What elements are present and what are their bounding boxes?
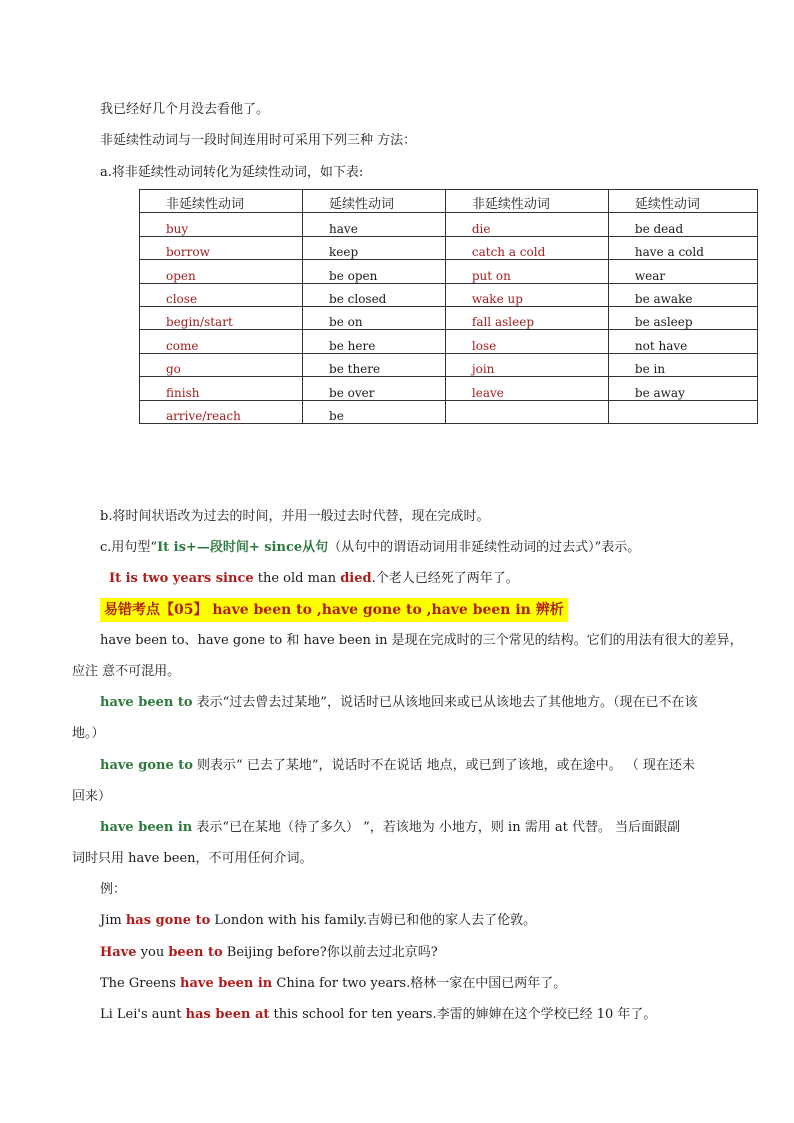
table-cell: be	[303, 400, 446, 423]
method-c-example	[109, 570, 519, 588]
table-row	[140, 236, 758, 259]
example-2-d: Beijing before?你以前去过北京吗?	[222, 945, 438, 960]
header-cell: 延续性动词	[303, 190, 446, 213]
para-3-text: 则表示“ 已去了某地”，说话时不在说话 地点，或已到了该地，或在途中。 （ 现在还未	[192, 758, 695, 773]
method-c-suffix: （从句中的谓语动词用非延续性动词的过去式）”表示。	[328, 540, 641, 555]
term-have-been-to: have been to	[100, 695, 193, 710]
example-label: 例：	[100, 882, 127, 897]
table-cell: be dead	[608, 213, 757, 236]
table-cell	[608, 400, 757, 423]
table-cell: be in	[608, 353, 757, 376]
table-cell: begin/start	[140, 306, 303, 329]
method-c-pattern: It is+—段时间+ since从句	[157, 540, 329, 555]
para-3-line-2: 回来）	[72, 789, 112, 804]
intro-line-2: 非延续性动词与一段时间连用时可采用下列三种 方法：	[100, 133, 417, 148]
section-heading: 易错考点【05】 have been to ,have gone to ,have been in 辨析	[100, 598, 568, 622]
para-2-line-1	[100, 694, 697, 712]
table-row	[140, 400, 758, 423]
table-cell: not have	[608, 330, 757, 353]
table-cell: be open	[303, 260, 446, 283]
para-4-line-1	[100, 819, 680, 837]
example-1-c: London with his family.吉姆已和他的家人去了伦敦。	[210, 913, 537, 928]
table-cell: come	[140, 330, 303, 353]
para-4-text: 表示“已在某地（待了多久） ”，若该地为 小地方，则 in 需用 at 代替。 当后面跟副	[192, 820, 681, 835]
table-cell: wear	[608, 260, 757, 283]
table-row	[140, 283, 758, 306]
example-4	[100, 1006, 656, 1024]
table-cell: be asleep	[608, 306, 757, 329]
table-cell: have a cold	[608, 236, 757, 259]
table-cell	[445, 400, 608, 423]
table-cell: be on	[303, 306, 446, 329]
table-cell: be closed	[303, 283, 446, 306]
header-cell: 非延续性动词	[140, 190, 303, 213]
verb-table-body	[140, 213, 758, 424]
table-cell: wake up	[445, 283, 608, 306]
example-2-verb: been to	[168, 945, 223, 960]
table-cell: catch a cold	[445, 236, 608, 259]
example-4-c: this school for ten years.李雷的婶婶在这个学校已经 10 年了。	[269, 1007, 657, 1022]
table-row	[140, 353, 758, 376]
example-1-a: Jim	[100, 913, 126, 928]
example-4-verb: has been at	[185, 1007, 270, 1022]
example-subject: the old man	[253, 571, 341, 586]
term-have-gone-to: have gone to	[100, 758, 193, 773]
header-cell: 延续性动词	[608, 190, 757, 213]
table-row	[140, 213, 758, 236]
example-4-a: Li Lei's aunt	[100, 1007, 186, 1022]
term-have-been-in: have been in	[100, 820, 193, 835]
table-cell: be away	[608, 377, 757, 400]
para-2-text: 表示“过去曾去过某地”，说话时已从该地回来或已从该地去了其他地方。（现在已不在该	[192, 695, 698, 710]
table-cell: fall asleep	[445, 306, 608, 329]
table-cell: be over	[303, 377, 446, 400]
para-1-line-1: have been to、have gone to 和 have been in 是现在完成时的三个常见的结构。它们的用法有很大的差异，	[100, 633, 743, 648]
example-verb: died	[340, 571, 372, 586]
example-2-have: Have	[100, 945, 137, 960]
intro-line-3: a.将非延续性动词转化为延续性动词，如下表:	[100, 165, 364, 180]
header-cell: 非延续性动词	[445, 190, 608, 213]
table-cell: buy	[140, 213, 303, 236]
table-row	[140, 306, 758, 329]
example-3-verb: have been in	[180, 976, 273, 991]
method-c-prefix: c.用句型“	[100, 540, 158, 555]
table-cell: be here	[303, 330, 446, 353]
example-3	[100, 975, 566, 993]
example-1	[100, 912, 536, 930]
table-cell: keep	[303, 236, 446, 259]
method-c	[100, 539, 640, 557]
table-cell: die	[445, 213, 608, 236]
method-b: b.将时间状语改为过去的时间，并用一般过去时代替，现在完成时。	[100, 509, 490, 524]
table-row	[140, 260, 758, 283]
table-cell: finish	[140, 377, 303, 400]
para-1-line-2: 应注 意不可混用。	[72, 664, 181, 679]
example-3-c: China for two years.格林一家在中国已两年了。	[272, 976, 567, 991]
table-cell: go	[140, 353, 303, 376]
intro-line-1: 我已经好几个月没去看他了。	[100, 102, 270, 117]
table-row	[140, 330, 758, 353]
table-cell: borrow	[140, 236, 303, 259]
table-cell: be awake	[608, 283, 757, 306]
table-cell: have	[303, 213, 446, 236]
example-2-you: you	[136, 945, 169, 960]
table-cell: leave	[445, 377, 608, 400]
example-3-a: The Greens	[100, 976, 181, 991]
para-2-line-2: 地。）	[72, 726, 105, 741]
example-2	[100, 944, 438, 962]
example-translation: .个老人已经死了两年了。	[371, 571, 519, 586]
table-cell: put on	[445, 260, 608, 283]
verb-table-header-row	[140, 190, 758, 213]
table-cell: arrive/reach	[140, 400, 303, 423]
table-cell: join	[445, 353, 608, 376]
example-pattern: It is two years since	[109, 571, 254, 586]
table-cell: close	[140, 283, 303, 306]
table-cell: open	[140, 260, 303, 283]
verb-table	[139, 189, 758, 424]
para-3-line-1	[100, 757, 695, 775]
table-cell: lose	[445, 330, 608, 353]
para-4-line-2: 词时只用 have been，不可用任何介词。	[72, 851, 313, 866]
example-1-verb: has gone to	[125, 913, 211, 928]
table-cell: be there	[303, 353, 446, 376]
table-row	[140, 377, 758, 400]
